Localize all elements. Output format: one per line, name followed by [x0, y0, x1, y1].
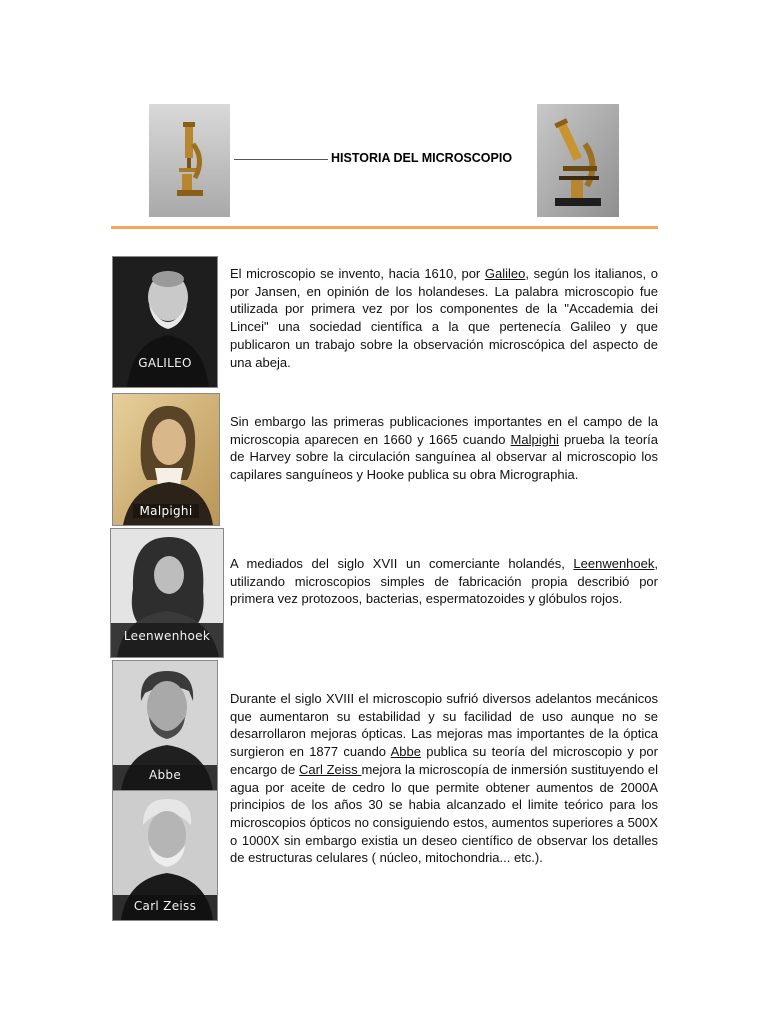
microscope-photo-right: [537, 104, 619, 217]
portrait-caption-abbe: Abbe: [148, 768, 182, 782]
portrait-abbe: [112, 660, 218, 792]
link-carl-zeiss[interactable]: Carl Zeiss: [299, 761, 362, 777]
paragraph-galileo-text-2: , según los italianos, o por Jansen, en opinión de los holandeses. La palabra microscopio fue utilizada por primera vez por los componentes de la "Accademia dei Lincei" una sociedad científica a la que pertenecía Galileo y que publicaron un trabajo sobre la observación microscópica del aspecto de una abeja.: [230, 266, 659, 370]
link-malpighi[interactable]: Malpighi: [510, 431, 559, 447]
portrait-caption-malpighi: Malpighi: [133, 504, 199, 518]
paragraph-leenwenhoek: [230, 555, 658, 608]
paragraph-malpighi-text-1: Sin embargo las primeras publicaciones importantes en el campo de la microscopia aparecen en 1660 y 1665 cuando: [230, 414, 658, 447]
paragraph-galileo-text-1: El microscopio se invento, hacia 1610, por: [230, 266, 485, 281]
link-abbe[interactable]: Abbe: [390, 744, 421, 760]
paragraph-leenwenhoek-text-2: , utilizando microscopios simples de fabricación propia describió por primera vez protozoos, bacterias, espermatozoides y glóbulos rojos.: [230, 556, 658, 607]
portrait-caption-leenwenhoek: Leenwenhoek: [123, 629, 211, 643]
portrait-caption-carl-zeiss: Carl Zeiss: [133, 899, 197, 913]
orange-divider: [111, 226, 658, 229]
paragraph-galileo: [230, 265, 658, 371]
microscope-left-image: [149, 104, 230, 217]
microscope-photo-left: [149, 104, 230, 217]
link-galileo[interactable]: Galileo: [484, 266, 526, 281]
paragraph-abbe-zeiss-text-1: Durante el siglo XVIII el microscopio sufrió diversos adelantos mecánicos que aumentaron su estabilidad y su facilidad de uso aunque no se desarrollaron mejoras ópticas. Las mejoras mas importantes de la óptica surgieron en 1877 cuando: [230, 691, 658, 760]
portrait-caption-galileo: GALILEO: [138, 356, 192, 370]
portrait-leenwenhoek: [110, 528, 224, 658]
portrait-malpighi: [112, 393, 220, 526]
paragraph-abbe-zeiss-text-3: mejora la microscopía de inmersión sustituyendo el agua por aceite de cedro lo que permite obtener aumentos de 2000A principios de los años 30 se habia alcanzado el limite teórico para los microscopios ópticos no consiguiendo estos, aumentos superiores a 500X o 1000X sin embargo existia un deseo científico de observar los detalles de estructuras celulares ( núcleo, mitochondria... etc.).: [230, 761, 658, 866]
paragraph-abbe-zeiss-text-2: publica su teoría del microscopio y por encargo de: [230, 744, 658, 777]
paragraph-malpighi: [230, 413, 658, 484]
paragraph-leenwenhoek-text-1: A mediados del siglo XVII un comerciante holandés,: [230, 556, 574, 571]
page-title: HISTORIA DEL MICROSCOPIO: [331, 151, 513, 165]
paragraph-abbe-zeiss: [230, 690, 658, 867]
title-leader-line: [234, 159, 328, 160]
paragraph-malpighi-text-2: prueba la teoría de Harvey sobre la circulación sanguínea al observar al microscopio los capilares sanguíneos y Hooke publica su obra Micrographia.: [230, 431, 658, 483]
link-leenwenhoek[interactable]: Leenwenhoek: [573, 556, 655, 571]
microscope-right-image: [537, 104, 619, 217]
portrait-carl-zeiss: [112, 790, 218, 921]
portrait-galileo: [112, 256, 218, 388]
